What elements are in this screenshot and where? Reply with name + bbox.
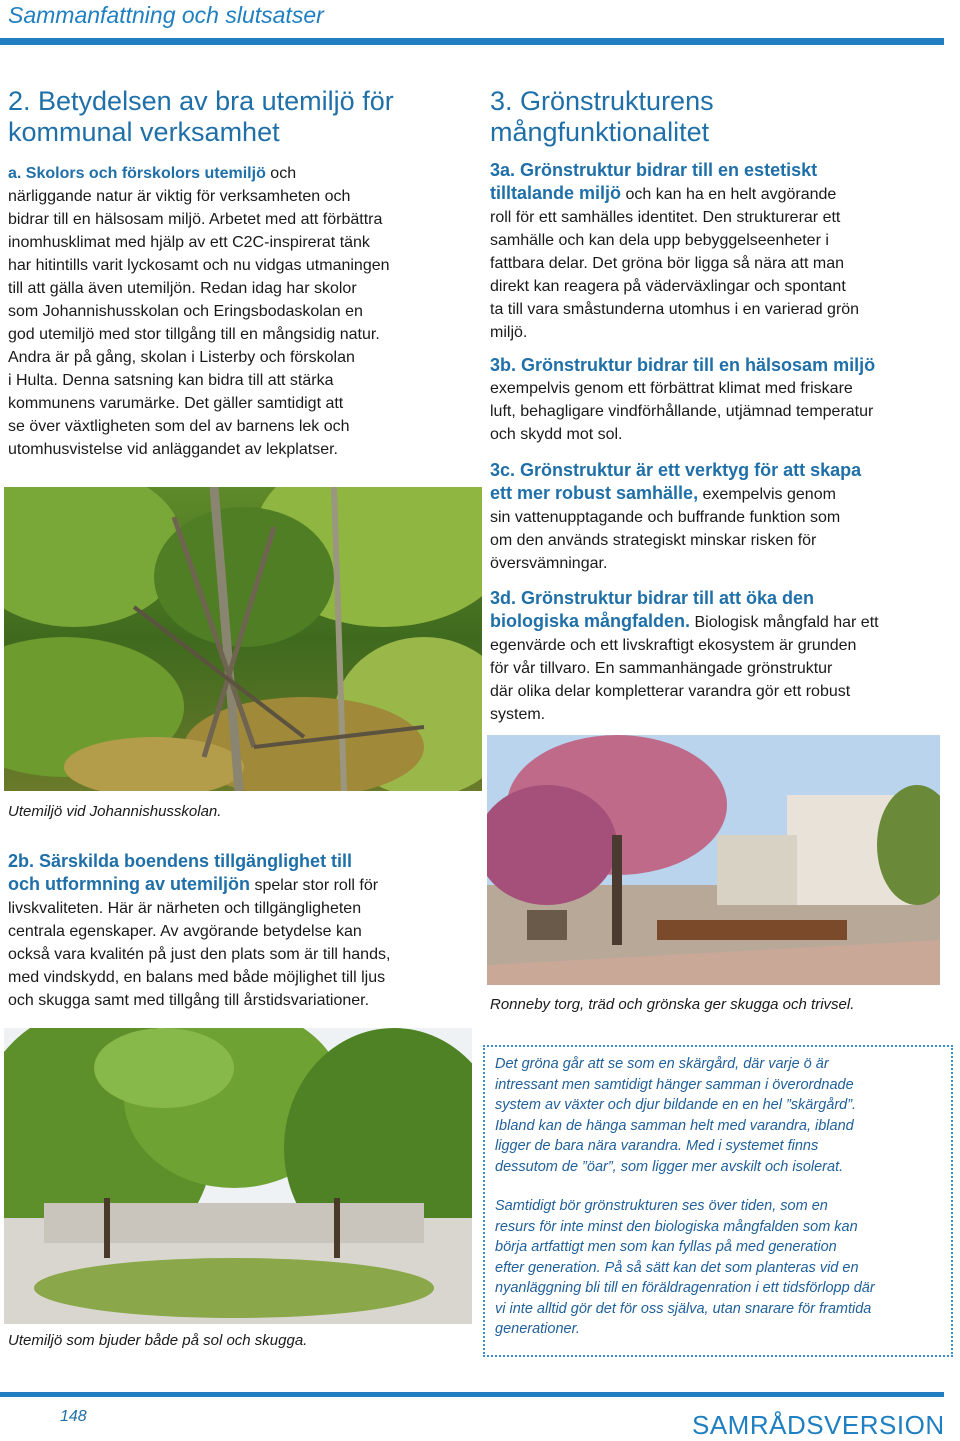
page-number: 148 bbox=[60, 1408, 87, 1425]
caption-forest: Utemiljö vid Johannishusskolan. bbox=[8, 803, 222, 820]
info-box-paragraph-1: Det gröna går att se som en skärgård, där varje ö är intressant men samtidigt hänger samman i överordnade system av växter och djur bildande en en hel ”skärgård”. Ibland kan de hänga samman helt med varandra, ibland ligger de bara nära varandra. Med i systemet finns dessutom de ”öar”, som ligger mer avskilt och isolerat. bbox=[495, 1056, 857, 1175]
section-2b-heading: 2b. Särskilda boendens tillgänglighet till bbox=[8, 851, 353, 871]
header-rule bbox=[0, 38, 944, 45]
running-header: Sammanfattning och slutsatser bbox=[8, 2, 324, 28]
section-2b-text: 2b. Särskilda boendens tillgänglighet till och utformning av utemiljön spelar stor roll för livskvaliteten. Här är närheten och tillgängligheten centrala egenskaper. Av avgörande betydelse kan också vara kvalitén på just den plats som är till hands, med vindskydd, en balans med både möjlighet till ljus och skugga samt med tillgång till årstidsvariationer. bbox=[8, 850, 468, 1012]
section-3a-heading: 3a. Grönstruktur bidrar till en estetiskt bbox=[490, 160, 818, 180]
section-3b-text: 3b. Grönstruktur bidrar till en hälsosam miljö exempelvis genom ett förbättrat klimat med friskare luft, behagligare vindförhållande, utjämnad temperatur och skydd mot sol. bbox=[490, 354, 950, 446]
section-3a-text: 3a. Grönstruktur bidrar till en estetiskt tilltalande miljö och kan ha en helt avgörande roll för ett samhälles identitet. Den strukturerar ett samhälle och kan dela upp bebyggelseenheter i fattbara delar. Det gröna bör ligga så nära att man direkt kan reagera på väderväxlingar och spontant ta till vara småstunderna utomhus i en varierad grön miljö. bbox=[490, 159, 950, 344]
section-3-title: 3. Grönstrukturens mångfunktionalitet bbox=[490, 86, 714, 147]
town-square-photo bbox=[487, 735, 940, 985]
section-2a-text: a. Skolors och förskolors utemiljö och närliggande natur är viktig för verksamheten och bidrar till en hälsosam miljö. Arbetet med att förbättra inomhusklimat med hjälp av ett C2C-inspirerat tänk har hitintills varit lyckosamt och nu vidgas utmaningen till att gälla även utemiljön. Redan idag har skolor som Johannishusskolan och Eringsbodaskolan en god utemiljö med stor tillgång till en mångsidig natur. Andra är på gång, skolan i Listerby och förskolan i Hulta. Denna satsning kan bidra till att stärka kommunens varumärke. Det gäller samtidigt att se över växtligheten som del av barnens lek och utomhusvistelse vid anläggandet av lekplatser. bbox=[8, 165, 390, 458]
section-3b-heading: 3b. Grönstruktur bidrar till en hälsosam miljö bbox=[490, 355, 876, 375]
caption-town-square: Ronneby torg, träd och grönska ger skugga och trivsel. bbox=[490, 996, 855, 1013]
section-3d-heading: 3d. Grönstruktur bidrar till att öka den bbox=[490, 588, 815, 608]
section-3c-heading: 3c. Grönstruktur är ett verktyg för att skapa bbox=[490, 460, 862, 480]
section-2a-heading: a. Skolors och förskolors utemiljö bbox=[8, 165, 266, 182]
section-3c-text: 3c. Grönstruktur är ett verktyg för att skapa ett mer robust samhälle, exempelvis genom sin vattenupptagande och buffrande funktion som om den används strategiskt minskar risken för översvämningar. bbox=[490, 459, 950, 575]
draft-label: SAMRÅDSVERSION bbox=[692, 1410, 945, 1440]
info-box-paragraph-2: Samtidigt bör grönstrukturen ses över tiden, som en resurs för inte minst den biologiska mångfalden som kan börja artfattigt men som kan fyllas på med generation efter generation. På så sätt kan det som planteras vid en nyanläggning bli till en föräldragenration i ett tidsförlopp där vi inte alltid gör det för oss själva, utan snarare för framtida generationer. bbox=[495, 1198, 875, 1337]
forest-photo bbox=[4, 487, 482, 791]
courtyard-photo bbox=[4, 1028, 472, 1324]
section-3d-text: 3d. Grönstruktur bidrar till att öka den biologiska mångfalden. Biologisk mångfald har ett egenvärde och ett livskraftigt ekosystem är grunden för vår tillvaro. En sammanhängade grönstruktur där olika delar kompletterar varandra gör ett robust system. bbox=[490, 587, 950, 726]
caption-courtyard: Utemiljö som bjuder både på sol och skugga. bbox=[8, 1332, 308, 1349]
footer-rule bbox=[0, 1392, 944, 1397]
section-2-title: 2. Betydelsen av bra utemiljö för kommunal verksamhet bbox=[8, 86, 394, 147]
